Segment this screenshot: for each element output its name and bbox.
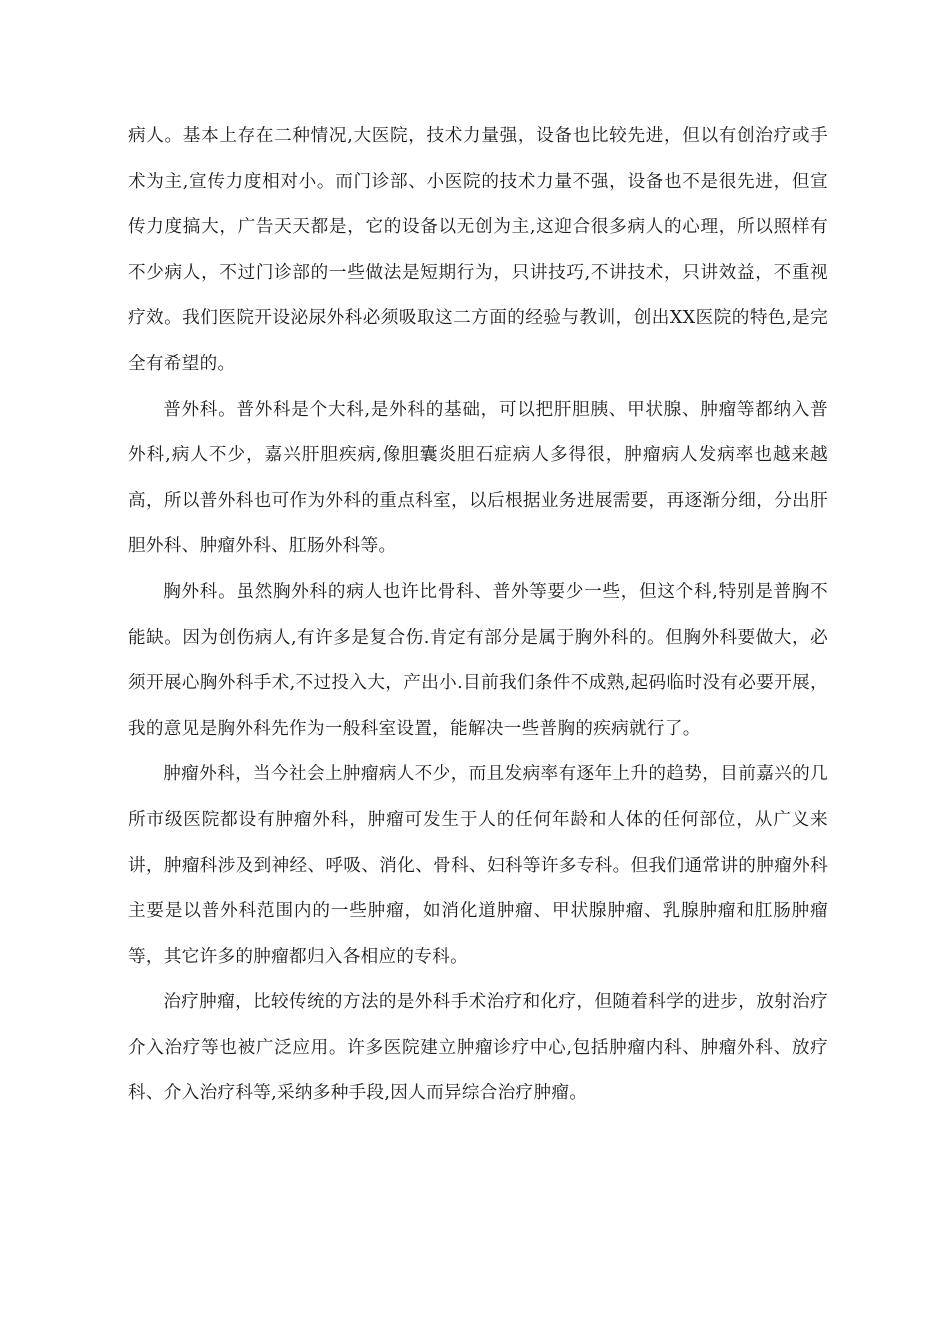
paragraph-3: 胸外科。虽然胸外科的病人也许比骨科、普外等要少一些，但这个科,特别是普胸不能缺。因为创伤病人,有许多是复合伤.肯定有部分是属于胸外科的。但胸外科要做大，必须开展心胸外科手术,不过投入大，产出小.目前我们条件不成熟,起码临时没有必要开展，我的意见是胸外科先作为一般科室设置，能解决一些普胸的疾病就行了。 xyxy=(128,581,828,739)
paragraph-2: 普外科。普外科是个大科,是外科的基础，可以把肝胆胰、甲状腺、肿瘤等都纳入普外科,病人不少，嘉兴肝胆疾病,像胆囊炎胆石症病人多得很，肿瘤病人发病率也越来越高，所以普外科也可作为外科的重点科室，以后根据业务进展需要，再逐渐分细，分出肝胆外科、肿瘤外科、肛肠外科等。 xyxy=(128,399,828,557)
paragraph-1: 病人。基本上存在二种情况,大医院，技术力量强，设备也比较先进，但以有创治疗或手术为主,宣传力度相对小。而门诊部、小医院的技术力量不强，设备也不是很先进，但宣传力度搞大，广告天天都是，它的设备以无创为主,这迎合很多病人的心理，所以照样有不少病人，不过门诊部的一些做法是短期行为，只讲技巧,不讲技术，只讲效益，不重视疗效。我们医院开设泌尿外科必须吸取这二方面的经验与教训，创出XX医院的特色,是完全有希望的。 xyxy=(128,126,828,374)
document-body xyxy=(128,114,828,1117)
paragraph-4: 肿瘤外科，当今社会上肿瘤病人不少，而且发病率有逐年上升的趋势，目前嘉兴的几所市级医院都设有肿瘤外科，肿瘤可发生于人的任何年龄和人体的任何部位，从广义来讲，肿瘤科涉及到神经、呼吸、消化、骨科、妇科等许多专科。但我们通常讲的肿瘤外科主要是以普外科范围内的一些肿瘤，如消化道肿瘤、甲状腺肿瘤、乳腺肿瘤和肛肠肿瘤等，其它许多的肿瘤都归入各相应的专科。 xyxy=(128,764,828,967)
paragraph-5: 治疗肿瘤，比较传统的方法的是外科手术治疗和化疗，但随着科学的进步，放射治疗介入治疗等也被广泛应用。许多医院建立肿瘤诊疗中心,包括肿瘤内科、肿瘤外科、放疗科、介入治疗科等,采纳多种手段,因人而异综合治疗肿瘤。 xyxy=(128,992,828,1104)
